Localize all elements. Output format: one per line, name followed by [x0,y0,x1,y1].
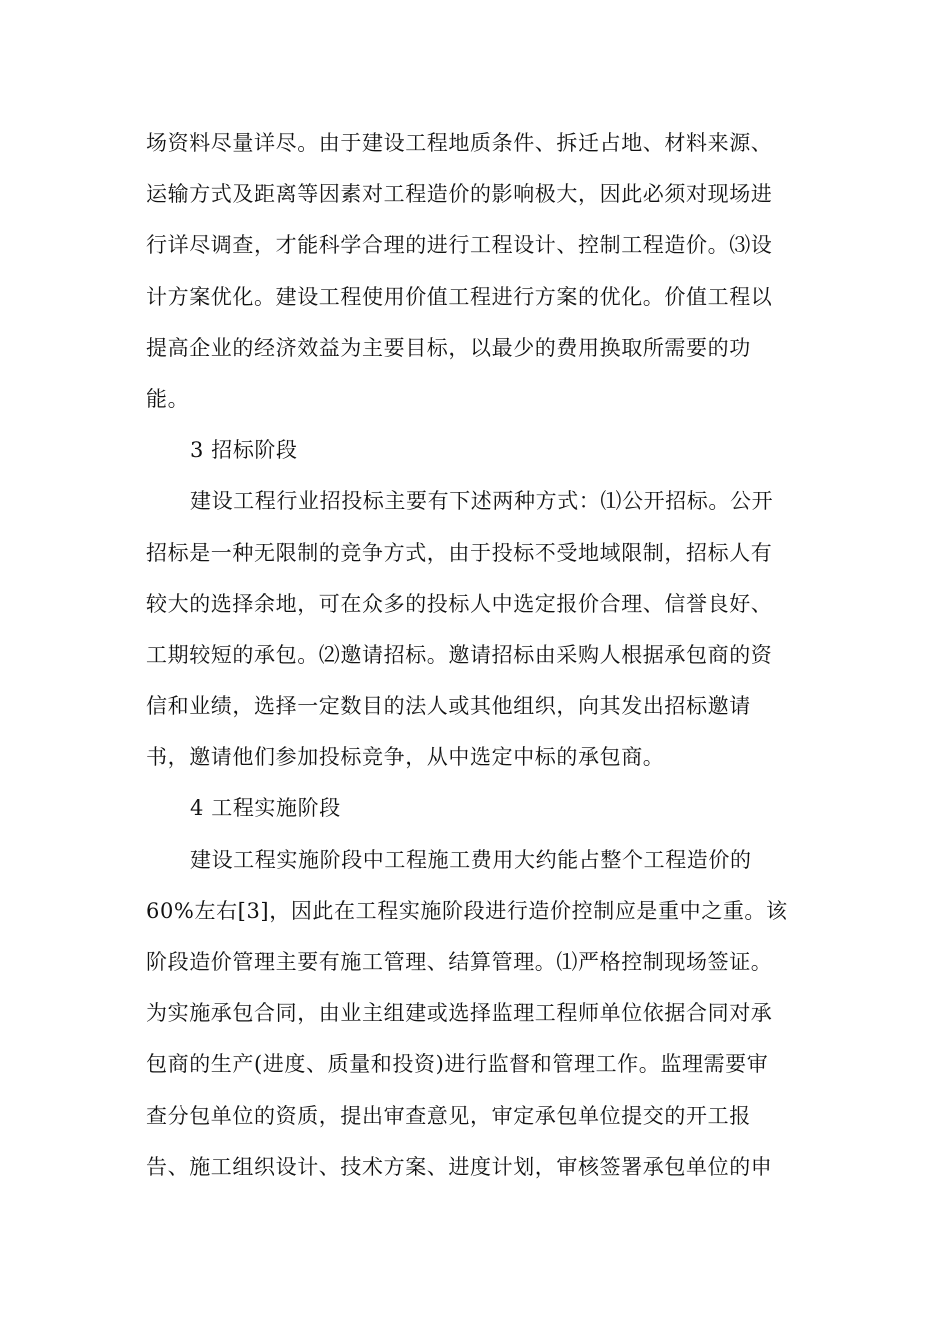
text-line: 包商的生产(进度、质量和投资)进行监督和管理工作。监理需要审 [146,1052,769,1077]
text-line: 计方案优化。建设工程使用价值工程进行方案的优化。价值工程以 [146,284,773,309]
body-text [146,118,806,1193]
text-line: 较大的选择余地，可在众多的投标人中选定报价合理、信誉良好、 [146,591,773,616]
section-heading-3: 3 招标阶段 [190,438,298,463]
text-line: 工期较短的承包。⑵邀请招标。邀请招标由采购人根据承包商的资 [146,642,773,667]
text-line: 查分包单位的资质，提出审查意见，审定承包单位提交的开工报 [146,1103,751,1128]
text-line: 告、施工组织设计、技术方案、进度计划，审核签署承包单位的申 [146,1154,773,1179]
text-line: 阶段造价管理主要有施工管理、结算管理。⑴严格控制现场签证。 [146,950,773,974]
text-line: 信和业绩，选择一定数目的法人或其他组织，向其发出招标邀请 [146,694,751,719]
text-line: 建设工程行业招投标主要有下述两种方式：⑴公开招标。公开 [190,489,774,514]
text-line: 为实施承包合同，由业主组建或选择监理工程师单位依据合同对承 [146,1001,773,1026]
text-line: 书，邀请他们参加投标竞争，从中选定中标的承包商。 [146,745,665,770]
text-line: 建设工程实施阶段中工程施工费用大约能占整个工程造价的 [190,847,752,872]
section-heading-4: 4 工程实施阶段 [190,796,341,821]
text-line: 行详尽调查，才能科学合理的进行工程设计、控制工程造价。⑶设 [146,233,773,258]
text-line: 能。 [146,386,190,411]
text-line: 提高企业的经济效益为主要目标，以最少的费用换取所需要的功 [146,335,751,360]
text-line: 场资料尽量详尽。由于建设工程地质条件、拆迁占地、材料来源、 [146,131,773,155]
text-line: 运输方式及距离等因素对工程造价的影响极大，因此必须对现场进 [146,182,773,207]
text-line: 招标是一种无限制的竞争方式，由于投标不受地域限制，招标人有 [146,540,773,565]
text-line: 60%左右[3]，因此在工程实施阶段进行造价控制应是重中之重。该 [146,898,788,923]
